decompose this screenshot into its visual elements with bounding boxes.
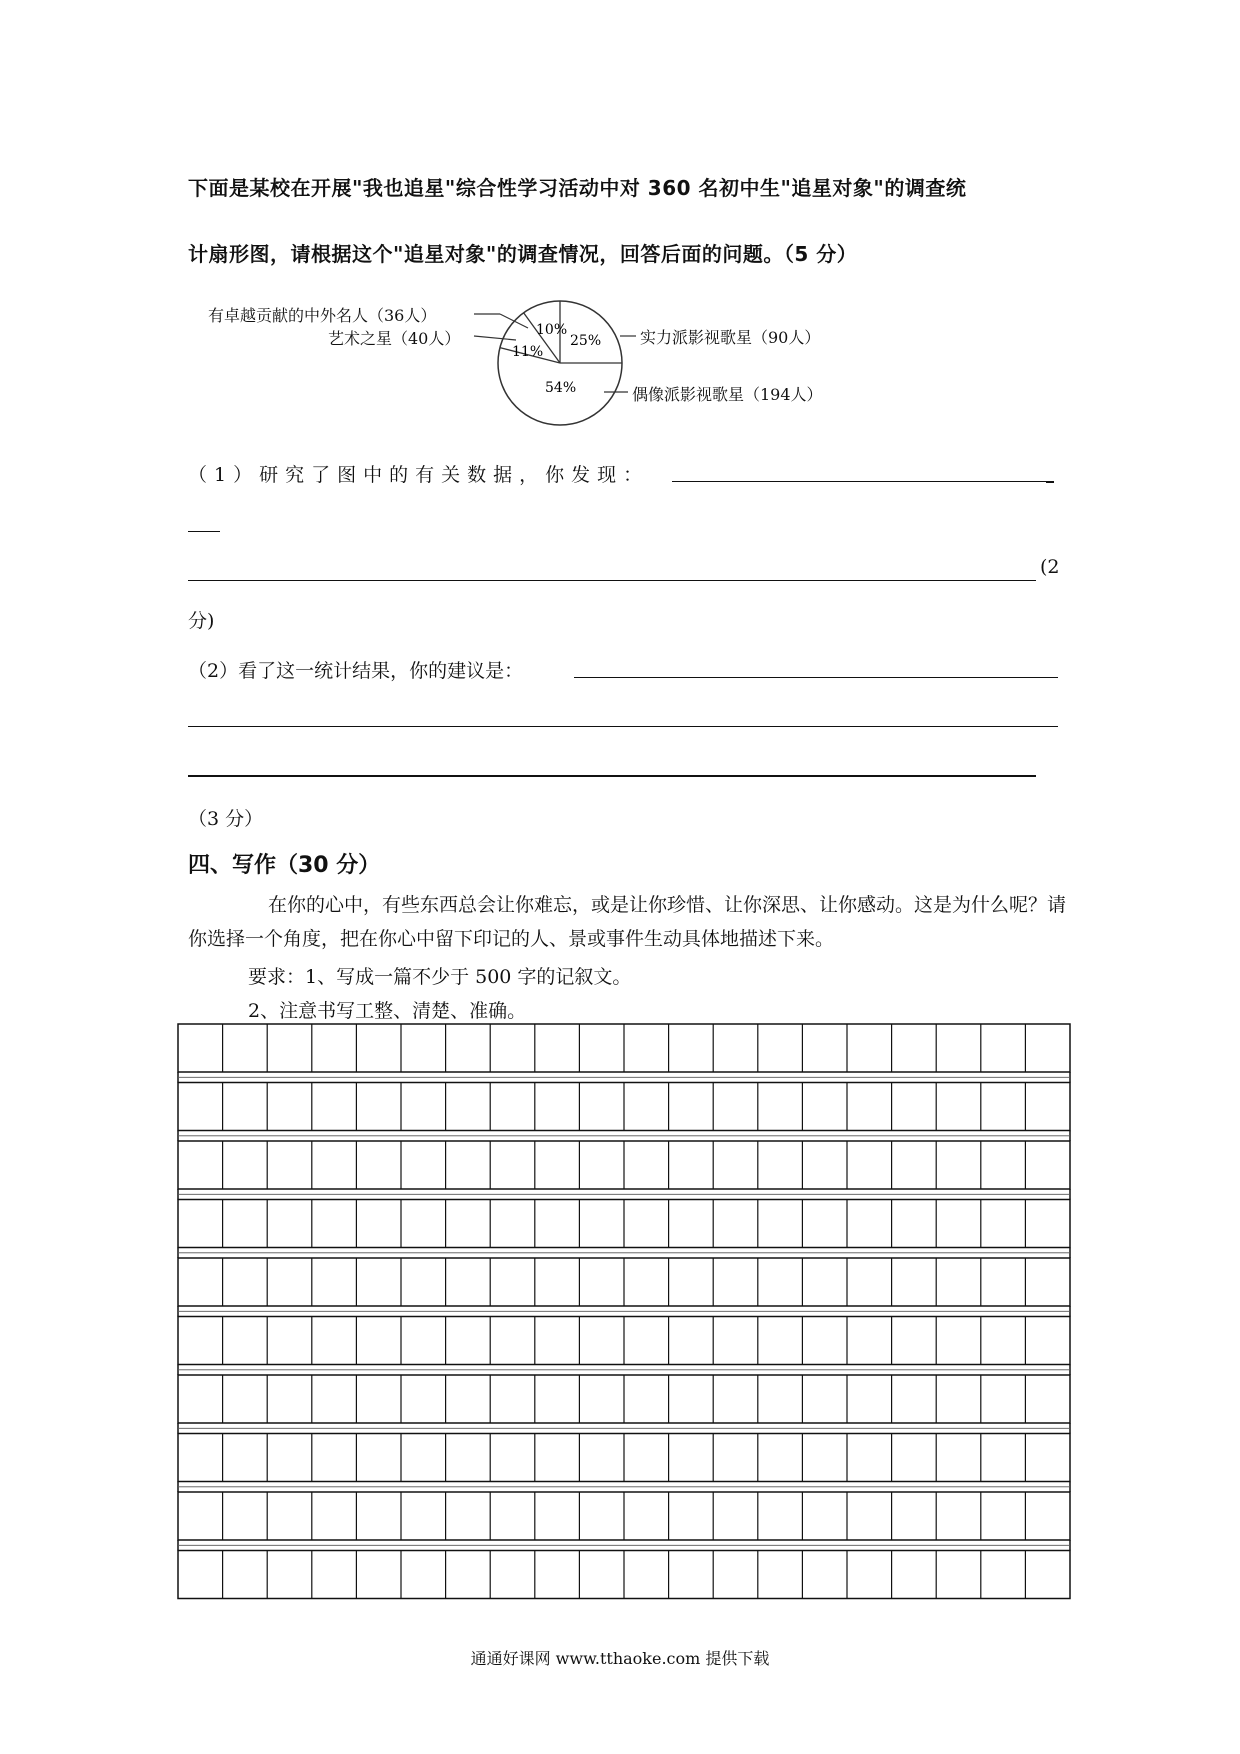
question-1-points-close: 分) <box>188 610 215 632</box>
question-1-text: （1）研究了图中的有关数据，你发现： <box>188 464 650 486</box>
question-1-points-open: (2 <box>1040 556 1060 578</box>
pct-label-25: 25% <box>570 333 602 349</box>
question-2-points: （3 分） <box>188 808 264 830</box>
pie-legend-idol: 偶像派影视歌星（194人） <box>632 385 823 404</box>
pct-label-11: 11% <box>512 344 544 360</box>
intro-line-1: 下面是某校在开展"我也追星"综合性学习活动中对 360 名初中生"追星对象"的调查统 <box>188 176 967 200</box>
footer-text: 通通好课网 www.tthaoke.com 提供下载 <box>470 1649 770 1668</box>
pie-legend-strength: 实力派影视歌星（90人） <box>640 328 821 347</box>
writing-section-title: 四、写作（30 分） <box>188 853 381 878</box>
pie-legend-famous: 有卓越贡献的中外名人（36人） <box>208 306 437 325</box>
intro-line-2: 计扇形图，请根据这个"追星对象"的调查情况，回答后面的问题。（5 分） <box>188 242 858 266</box>
pct-label-54: 54% <box>545 380 577 396</box>
pie-legend-art: 艺术之星（40人） <box>328 329 461 348</box>
question-2-text: （2）看了这一统计结果，你的建议是： <box>188 660 524 682</box>
writing-requirement-2: 2、注意书写工整、清楚、准确。 <box>248 1000 527 1022</box>
writing-requirement-1: 要求：1、写成一篇不少于 500 字的记叙文。 <box>248 966 632 988</box>
pct-label-10: 10% <box>536 322 568 338</box>
writing-prompt: 在你的心中，有些东西总会让你难忘，或是让你珍惜、让你深思、让你感动。这是为什么呢？请你选择一个角度，把在你心中留下印记的人、景或事件生动具体地描述下来。 <box>188 894 1067 950</box>
